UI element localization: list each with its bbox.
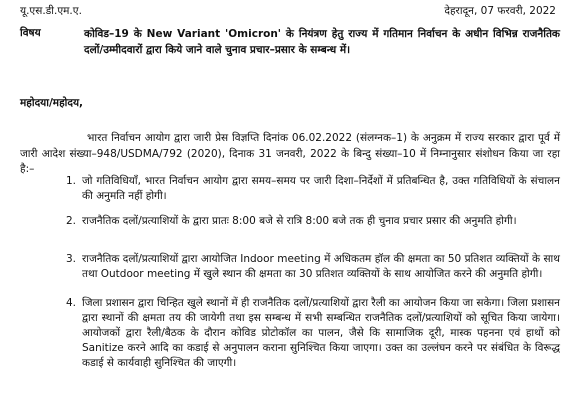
- subject-text: कोविड–19 के New Variant 'Omicron' के नियंत्रण हेतु राज्य में गतिमान निर्वाचन के अधीन विभिन्न राजनैतिक दलों/उम्मीदवारों द्वारा किये जाने वाले चुनाव प्रचार–प्रसार के सम्बन्ध में।: [84, 28, 560, 56]
- point-text: राजनैतिक दलों/प्रत्याशियों द्वारा आयोजित Indoor meeting में अधिकतम हॉल की क्षमता का 50 प्रतिशत व्यक्तियों के साथ तथा Outdoor meeting में खुले स्थान की क्षमता का 30 प्रतिशत व्यक्तियों के साथ आयोजित करने की अनुमति होगी।: [82, 253, 560, 280]
- point-text: जिला प्रशासन द्वारा चिन्हित खुले स्थानों में ही राजनैतिक दलों/प्रत्याशियों द्वारा रैली का आयोजन किया जा सकेगा। जिला प्रशासन द्वारा स्थानों की क्षमता तय की जायेगी तथा इस सम्बन्ध में सभी सम्बन्धित राजनैतिक दलों/प्रत्याशियों को सूचित किया जायेगा। आयोजकों द्वारा रैली/बैठक के दौरान कोविड प्रोटोकॉल का पालन, जैसे कि सामाजिक दूरी, मास्क पहनना एवं हाथों को Sanitize करने आदि का कडाई से अनुपालन कराना सुनिश्चित किया जाएगा। उक्त का उल्लंघन करने पर संबंधित के विरूद्ध कडाई से कार्यवाही सुनिश्चित की जाएगी।: [82, 297, 560, 369]
- reference-code: यू.एस.डी.एम.ए.: [20, 5, 82, 17]
- letter-date: देहरादून, 07 फरवरी, 2022: [444, 5, 556, 17]
- point-number: 3.: [66, 253, 77, 265]
- point-number: 2.: [66, 215, 77, 227]
- intro-paragraph: भारत निर्वाचन आयोग द्वारा जारी प्रेस विज्ञप्ति दिनांक 06.02.2022 (संलग्नक–1) के अनुक्रम में राज्य सरकार द्वारा पूर्व में जारी आदेश संख्या–948/USDMA/792 (2020), दिनाक 31 जनवरी, 2022 के बिन्दु संख्या–10 में निम्नानुसार संशोधन किया जा रहा है:–: [20, 132, 560, 175]
- subject-label: विषय: [20, 27, 41, 39]
- point-text: जो गतिविधियाँ, भारत निर्वाचन आयोग द्वारा समय–समय पर जारी दिशा–निर्देशों में प्रतिबन्धित है, उक्त गतिविधियों के संचालन की अनुमति नहीं होगी।: [82, 175, 560, 202]
- salutation: महोदया/महोदय,: [20, 97, 84, 109]
- point-text: राजनैतिक दलों/प्रत्याशियों के द्वारा प्रातः 8:00 बजे से रात्रि 8:00 बजे तक ही चुनाव प्रचार प्रसार की अनुमति होगी।: [82, 215, 517, 227]
- point-number: 1.: [66, 175, 77, 187]
- point-number: 4.: [66, 297, 77, 309]
